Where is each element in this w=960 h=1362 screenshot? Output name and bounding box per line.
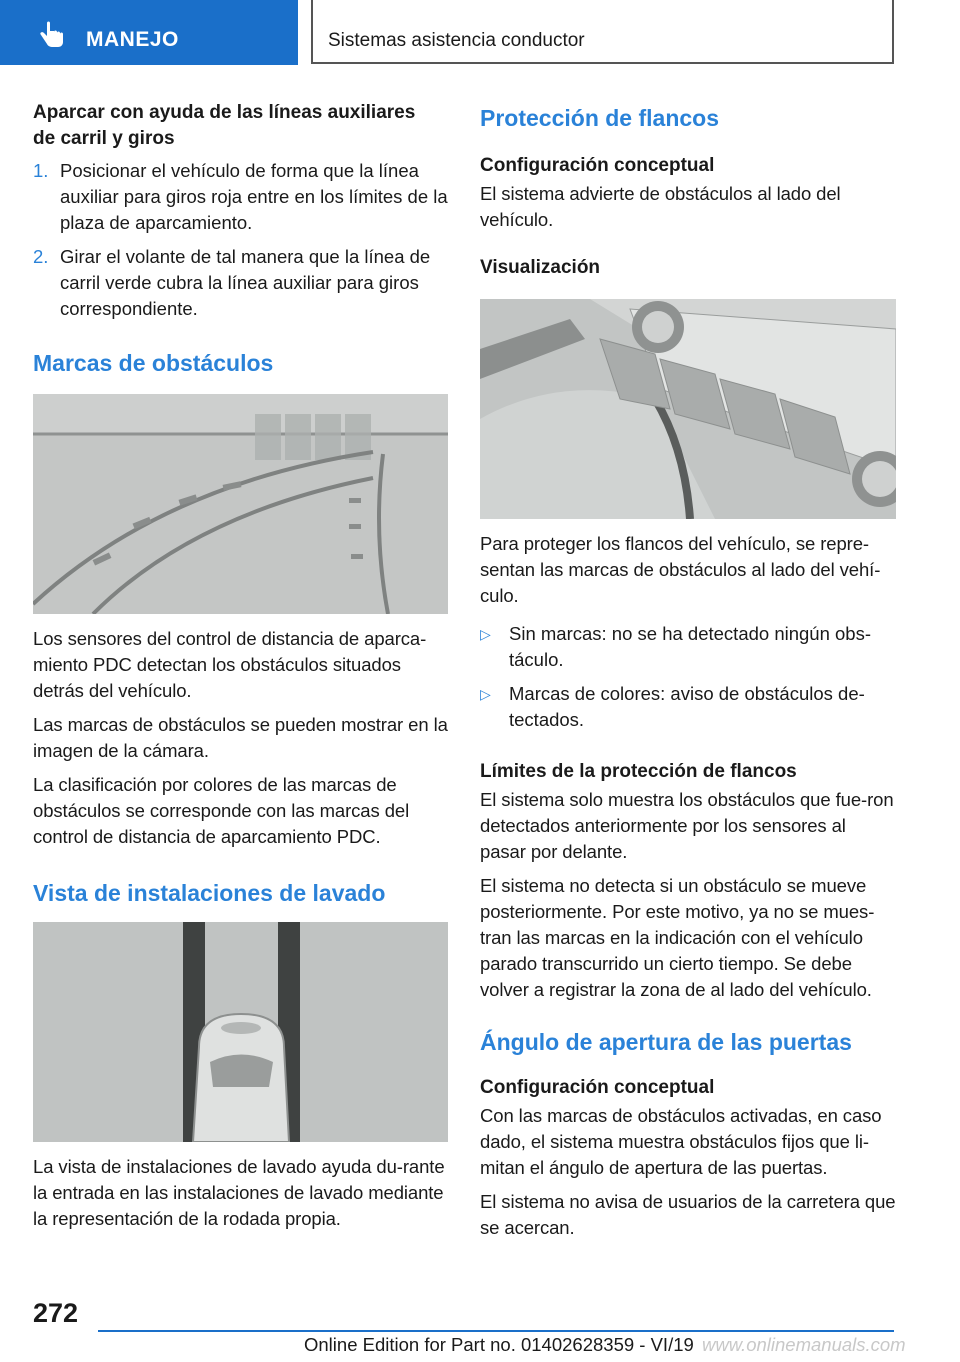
steering-hand-icon xyxy=(36,20,66,50)
step-text: Posicionar el vehículo de forma que la línea auxiliar para giros roja entre en los límites de la plaza de aparcamiento. xyxy=(60,160,448,233)
section-title: Sistemas asistencia conductor xyxy=(328,30,585,51)
footer-divider xyxy=(98,1330,894,1332)
flank-protection-heading: Protección de flancos xyxy=(480,105,720,131)
limits-paragraph-2: El sistema no detecta si un obstáculo se mueve posteriormente. Por este motivo, ya no se mues‐tran las marcas en la indicación con el vehículo parado transcurrido un cierto tiempo. Se debe volver a registrar la zona de al lado del vehículo. xyxy=(480,875,875,1000)
concept-text: El sistema advierte de obstáculos al lado del vehículo. xyxy=(480,183,841,230)
door-concept-heading: Configuración conceptual xyxy=(480,1077,715,1098)
bullet-no-marks xyxy=(480,621,896,673)
step-number: 1. xyxy=(33,160,49,181)
carwash-figure xyxy=(33,922,448,1142)
display-heading: Visualización xyxy=(480,257,601,278)
limits-heading: Límites de la protección de flancos xyxy=(480,761,797,782)
door-angle-heading: Ángulo de apertura de las puertas xyxy=(480,1029,852,1055)
right-column xyxy=(480,103,896,1241)
obstacle-paragraph-3: La clasificación por colores de las marcas de obstáculos se corresponde con las marcas del control de distancia de aparcamiento PDC. xyxy=(33,774,410,847)
triangle-bullet-icon: ▷ xyxy=(480,686,491,702)
obstacle-marks-figure xyxy=(33,394,448,614)
bullet-text: Marcas de colores: aviso de obstáculos de‐tectados. xyxy=(509,683,865,730)
edition-text: Online Edition for Part no. 01402628359 - VI/19 xyxy=(304,1334,694,1355)
section-header xyxy=(311,0,894,64)
obstacle-marks-heading: Marcas de obstáculos xyxy=(33,350,274,376)
step-1 xyxy=(33,158,448,236)
chapter-label: MANEJO xyxy=(86,28,179,51)
flank-protection-figure xyxy=(480,299,896,519)
chapter-tab xyxy=(0,0,298,65)
watermark: www.onlinemanuals.com xyxy=(702,1334,906,1355)
door-paragraph-2: El sistema no avisa de usuarios de la carretera que se acercan. xyxy=(480,1191,896,1238)
obstacle-paragraph-1: Los sensores del control de distancia de aparca‐miento PDC detectan los obstáculos situados detrás del vehículo. xyxy=(33,628,427,701)
carwash-heading: Vista de instalaciones de lavado xyxy=(33,880,386,906)
carwash-paragraph: La vista de instalaciones de lavado ayuda du‐rante la entrada en las instalaciones de lavado mediante la representación de la rodada propia. xyxy=(33,1156,445,1229)
triangle-bullet-icon: ▷ xyxy=(480,626,491,642)
page-number: 272 xyxy=(33,1298,79,1328)
step-number: 2. xyxy=(33,246,49,267)
parking-heading: Aparcar con ayuda de las líneas auxiliares de carril y giros xyxy=(33,102,416,149)
step-2 xyxy=(33,244,448,322)
limits-paragraph-1: El sistema solo muestra los obstáculos que fue‐ron detectados anteriormente por los sensores al pasar por delante. xyxy=(480,789,894,862)
obstacle-paragraph-2: Las marcas de obstáculos se pueden mostrar en la imagen de la cámara. xyxy=(33,714,448,761)
bullet-colored-marks xyxy=(480,681,896,733)
step-text: Girar el volante de tal manera que la línea de carril verde cubra la línea auxiliar para giros correspondiente. xyxy=(60,246,431,319)
door-paragraph-1: Con las marcas de obstáculos activadas, en caso dado, el sistema muestra obstáculos fijos que li‐mitan el ángulo de apertura de las puertas. xyxy=(480,1105,882,1178)
left-column xyxy=(33,100,448,1232)
concept-heading: Configuración conceptual xyxy=(480,155,715,176)
bullet-text: Sin marcas: no se ha detectado ningún obs‐táculo. xyxy=(509,623,872,670)
display-text: Para proteger los flancos del vehículo, se repre‐sentan las marcas de obstáculos al lado del vehí‐culo. xyxy=(480,533,881,606)
